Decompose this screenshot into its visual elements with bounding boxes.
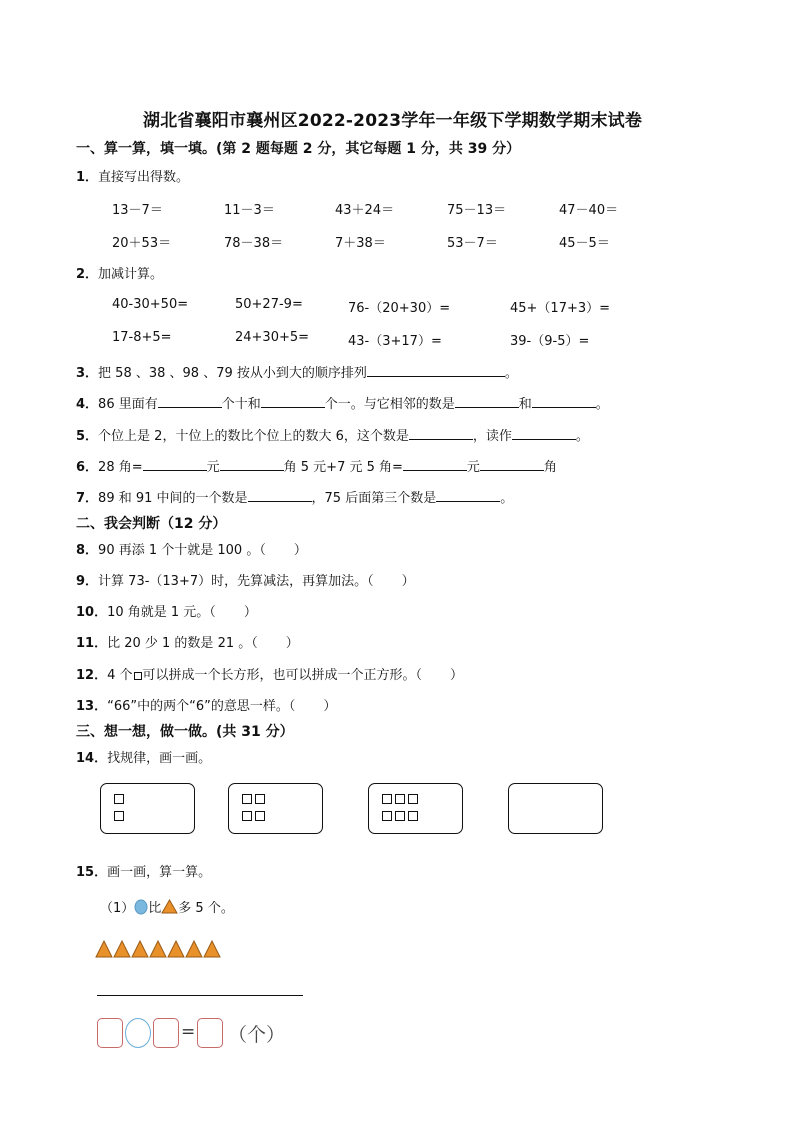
question-text: 。 [575,429,589,444]
question-text: ） [401,574,415,589]
answer-blank[interactable] [261,395,325,408]
square-icon [114,794,124,804]
section-3-heading: 三、想一想，做一做。(共 31 分） [76,724,294,740]
triangle-icon [150,941,166,957]
question-text: 可以拼成一个长方形，也可以拼成一个正方形。（ [142,668,423,683]
square-icon [382,794,392,804]
question-number: 15． [76,865,108,880]
question-text: 个十和 [221,397,261,412]
pattern-box-4-empty[interactable] [508,783,603,834]
answer-blank[interactable] [143,458,207,471]
equals-sign: = [181,1022,196,1042]
triangle-icon [168,941,184,957]
question-10 [76,601,257,620]
question-number: 7． [76,491,99,506]
square-icon [395,811,405,821]
square-icon [382,811,392,821]
question-number: 11． [76,636,108,651]
section-2-heading: 二、我会判断（12 分） [76,516,227,532]
q1-expr: 53－7＝ [447,236,498,251]
answer-blank[interactable] [455,395,519,408]
question-text: 。 [595,397,609,412]
question-number: 5． [76,429,99,444]
square-icon [242,811,252,821]
question-number: 12． [76,668,108,683]
question-text: ） [450,668,464,683]
question-text: 90 再添 1 个十就是 100 。（ [98,543,266,558]
q1-expr: 20＋53＝ [112,236,172,251]
q2-expr: 45+（17+3）= [510,301,611,316]
question-text: “66”中的两个“6”的意思一样。（ [107,699,296,714]
question-text: 计算 73-（13+7）时，先算减法，再算加法。（ [98,574,374,589]
answer-blank[interactable] [220,458,284,471]
q2-expr: 40-30+50= [112,297,189,312]
question-text: 元 [466,460,480,475]
square-icon [408,811,418,821]
question-4 [76,393,609,412]
question-number: 6． [76,460,99,475]
q2-expr: 76-（20+30）= [348,301,451,316]
question-5 [76,425,589,444]
answer-blank[interactable] [158,395,222,408]
question-text: 28 角= [98,460,143,475]
unit-label: （个） [228,1024,286,1046]
question-text: 。 [504,366,518,381]
sub-question-label: （1） [100,901,135,916]
q1-expr: 47－40＝ [559,203,619,218]
drawing-line[interactable] [97,995,303,996]
q2-expr: 50+27-9= [235,297,303,312]
q1-expr: 78－38＝ [224,236,284,251]
square-icon [134,672,142,680]
q2-expr: 43-（3+17）= [348,334,442,349]
triangle-icon [96,941,112,957]
answer-blank[interactable] [367,364,505,377]
answer-blank[interactable] [436,489,500,502]
question-number: 1． [76,170,99,185]
question-14 [76,747,211,766]
question-13 [76,695,336,714]
question-text: 多 5 个。 [178,901,234,916]
question-2 [76,263,163,282]
question-text: 把 58 、38 、98 、79 按从小到大的顺序排列 [98,366,367,381]
triangle-icon [114,941,130,957]
question-text: ，75 后面第三个数是 [311,491,437,506]
question-7 [76,487,513,506]
triangle-icon [161,899,178,914]
question-text: 比 [148,901,162,916]
q2-expr: 39-（9-5）= [510,334,590,349]
q1-expr: 11－3＝ [224,203,275,218]
question-text: 直接写出得数。 [98,170,190,185]
triangle-row [95,939,227,959]
question-1 [76,166,189,185]
answer-blank[interactable] [480,458,544,471]
operator-circle[interactable] [125,1018,151,1048]
question-text: 个一。与它相邻的数是 [324,397,455,412]
question-text: 和 [518,397,532,412]
triangle-icon [186,941,202,957]
question-text: 角 [543,460,557,475]
square-icon [395,794,405,804]
question-number: 9． [76,574,99,589]
answer-box[interactable] [197,1018,223,1048]
question-text: 加减计算。 [98,267,164,282]
question-text: 画一画，算一算。 [107,865,212,880]
answer-box[interactable] [153,1018,179,1048]
question-6 [76,456,557,475]
question-number: 3． [76,366,99,381]
triangle-icon [132,941,148,957]
question-number: 2． [76,267,99,282]
square-icon [255,794,265,804]
question-text: 元 [206,460,220,475]
q2-expr: 24+30+5= [235,330,310,345]
answer-blank[interactable] [403,458,467,471]
question-text: ，读作 [472,429,512,444]
question-text: ） [293,543,307,558]
question-text: 4 个 [107,668,133,683]
square-icon [114,811,124,821]
square-icon [242,794,252,804]
q1-expr: 7＋38＝ [335,236,386,251]
question-text: 角 5 元+7 元 5 角= [283,460,403,475]
question-text: 找规律，画一画。 [107,751,212,766]
question-15-sub-1 [100,897,234,916]
section-1-heading: 一、算一算，填一填。(第 2 题每题 2 分，其它每题 1 分，共 39 分） [76,141,521,157]
answer-blank[interactable] [409,427,473,440]
q1-expr: 43＋24＝ [335,203,395,218]
answer-blank[interactable] [248,489,312,502]
question-text: 10 角就是 1 元。（ [107,605,216,620]
pattern-box-3 [368,783,463,834]
answer-blank[interactable] [532,395,596,408]
question-number: 8． [76,543,99,558]
question-text: 86 里面有 [98,397,158,412]
answer-blank[interactable] [512,427,576,440]
square-icon [408,794,418,804]
question-15 [76,861,211,880]
question-text: ） [285,636,299,651]
question-number: 10． [76,605,108,620]
pattern-box-2 [228,783,323,834]
q1-expr: 45－5＝ [559,236,610,251]
page-title: 湖北省襄阳市襄州区2022-2023学年一年级下学期数学期末试卷 [143,111,643,131]
question-number: 13． [76,699,108,714]
q1-expr: 13－7＝ [112,203,163,218]
triangle-icon [204,941,220,957]
question-number: 4． [76,397,99,412]
answer-box[interactable] [97,1018,123,1048]
pattern-box-1 [100,783,195,834]
question-8 [76,539,307,558]
q2-expr: 17-8+5= [112,330,172,345]
question-12 [76,664,463,683]
question-text: 比 20 少 1 的数是 21 。（ [107,636,258,651]
question-text: ） [243,605,257,620]
question-text: 。 [500,491,514,506]
question-3 [76,362,518,381]
question-text: 89 和 91 中间的一个数是 [98,491,248,506]
square-icon [255,811,265,821]
circle-icon [134,899,148,915]
question-text: ） [323,699,337,714]
question-11 [76,632,299,651]
question-text: 个位上是 2，十位上的数比个位上的数大 6，这个数是 [98,429,409,444]
question-number: 14． [76,751,108,766]
q1-expr: 75－13＝ [447,203,507,218]
question-9 [76,570,415,589]
